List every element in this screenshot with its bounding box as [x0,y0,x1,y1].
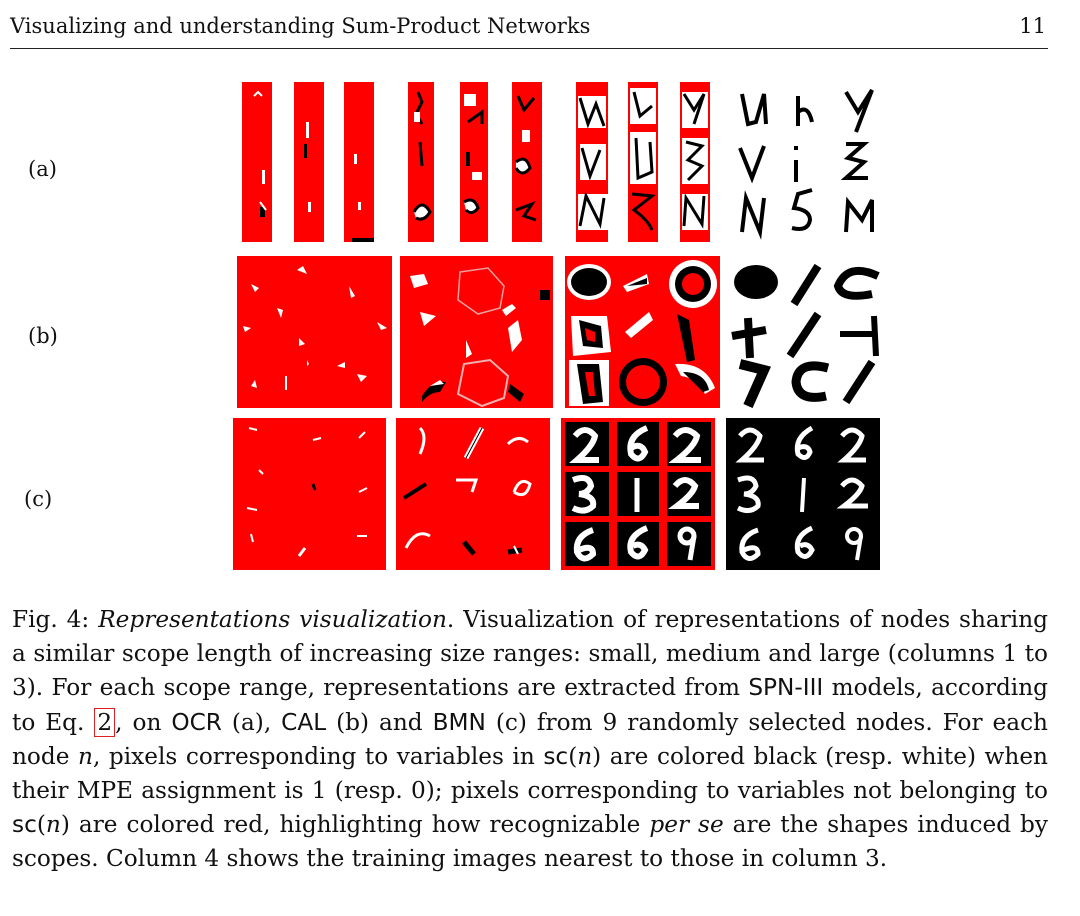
panel-a-col2 [408,82,542,242]
dataset-ocr: OCR [171,708,222,736]
caption-title: Representations visualization [98,606,447,633]
row-label-a: (a) [28,157,57,181]
panel-b-col2 [400,256,553,408]
figure-caption: Fig. 4: Representations visualization. Visualization of representations of nodes sharing a similar scope length of increasing size ranges: small, medium and large (columns 1 to 3). For each scope range, representations are extracted from SPN-III models, according to Eq. 2 , on OCR (a), CAL (b) and BMN (c) from 9 randomly selected nodes. For each node n, pixels corresponding to variables in sc(n) are colored black (resp. white) when their MPE assignment is 1 (resp. 0); pixels corresponding to variables not belonging to sc(n) are colored red, highlighting how recognizable per se are the shapes induced by scopes. Column 4 shows the training images nearest to those in column 3. [12,606,1048,873]
panel-c-col3 [561,418,715,570]
panel-a-col1 [242,82,374,242]
panel-c-col1 [233,418,386,570]
page-number: 11 [1019,14,1046,38]
panel-b-col4 [728,256,886,408]
fig-label: Fig. 4: [12,606,90,633]
running-title: Visualizing and understanding Sum-Product Networks [10,14,591,38]
dataset-cal: CAL [281,708,327,736]
equation-ref-link[interactable]: 2 [94,708,115,737]
model-name: SPN-III [748,674,824,702]
panel-b-col3 [565,256,720,408]
panel-a-col3 [576,82,710,242]
row-label-c: (c) [24,487,53,511]
panel-c-col2 [396,418,550,570]
dataset-bmn: BMN [432,708,486,736]
panel-b-col1 [237,256,392,408]
running-header [10,8,1048,49]
row-label-b: (b) [28,324,58,348]
panel-a-col4 [734,82,884,242]
panel-c-col4 [726,418,880,570]
